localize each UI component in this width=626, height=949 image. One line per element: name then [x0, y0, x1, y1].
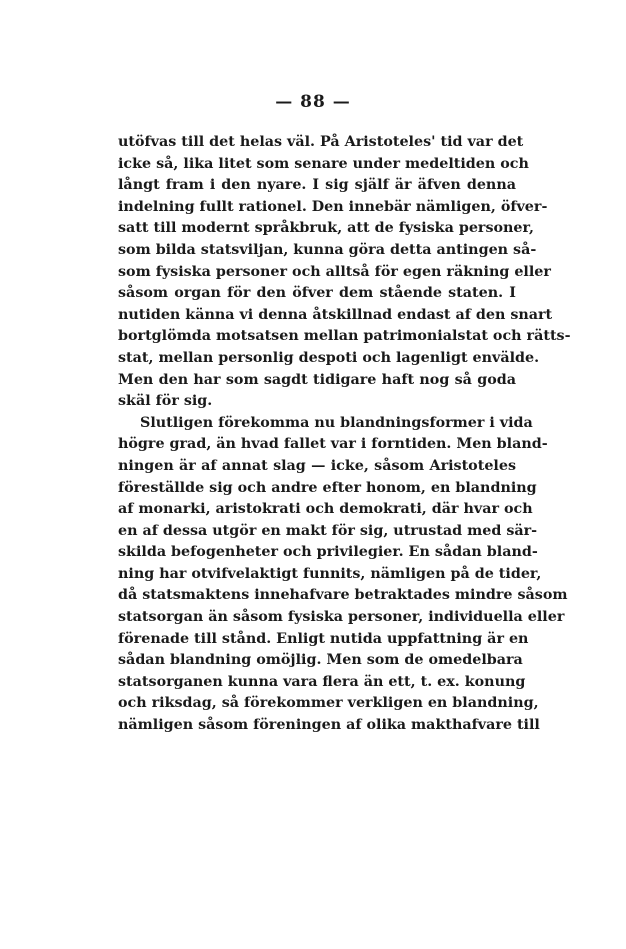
text-line: bortglömda motsatsen mellan patrimonialstat och rätts-	[118, 328, 571, 345]
text-line: förenade till stånd. Enligt nutida uppfattning är en	[118, 630, 529, 647]
text-line: utöfvas till det helas väl. På Aristoteles' tid var det	[118, 134, 524, 150]
text-line: skäl för sig.	[118, 393, 213, 410]
text-line: föreställde sig och andre efter honom, en blandning	[118, 479, 537, 496]
text-line: stat, mellan personlig despoti och lagenligt envälde.	[118, 349, 540, 366]
text-line: ning har otvifvelaktigt funnits, nämligen på de tider,	[118, 565, 542, 582]
text-line: högre grad, än hvad fallet var i forntiden. Men bland-	[118, 436, 548, 453]
text-line: ningen är af annat slag — icke, såsom Aristoteles	[118, 457, 516, 474]
text-line: indelning fullt rationel. Den innebär nämligen, öfver-	[118, 198, 548, 215]
text-line: Men den har som sagdt tidigare haft nog så goda	[118, 371, 516, 388]
text-line: sådan blandning omöjlig. Men som de omedelbara	[118, 652, 523, 669]
text-line: statsorganen kunna vara flera än ett, t. ex. konung	[118, 673, 526, 690]
text-line: som fysiska personer och alltså för egen räkning eller	[118, 263, 551, 280]
text-line: Slutligen förekomma nu blandningsformer i vida	[140, 414, 533, 431]
text-line: nämligen såsom föreningen af olika makthafvare till	[118, 717, 540, 734]
text-line: skilda befogenheter och privilegier. En sådan bland-	[118, 544, 538, 561]
text-line: satt till modernt språkbruk, att de fysiska personer,	[118, 220, 534, 237]
text-line: långt fram i den nyare. I sig själf är äfven denna	[118, 177, 516, 194]
page-number: — 88 —	[275, 92, 351, 112]
paragraph-2	[118, 413, 568, 737]
body-text	[118, 132, 571, 737]
text-line: af monarki, aristokrati och demokrati, där hvar och	[118, 501, 533, 518]
text-line: såsom organ för den öfver dem stående staten. I	[118, 285, 516, 302]
paragraph-1	[118, 132, 571, 413]
text-line: som bilda statsviljan, kunna göra detta antingen så-	[118, 241, 537, 258]
text-line: en af dessa utgör en makt för sig, utrustad med sär-	[118, 522, 538, 539]
text-line: då statsmaktens innehafvare betraktades mindre såsom	[118, 587, 568, 604]
text-line: statsorgan än såsom fysiska personer, individuella eller	[118, 609, 565, 626]
text-line: nutiden känna vi denna åtskillnad endast af den snart	[118, 306, 553, 323]
text-line: icke så, lika litet som senare under medeltiden och	[118, 155, 529, 172]
text-line: och riksdag, så förekommer verkligen en blandning,	[118, 695, 539, 712]
